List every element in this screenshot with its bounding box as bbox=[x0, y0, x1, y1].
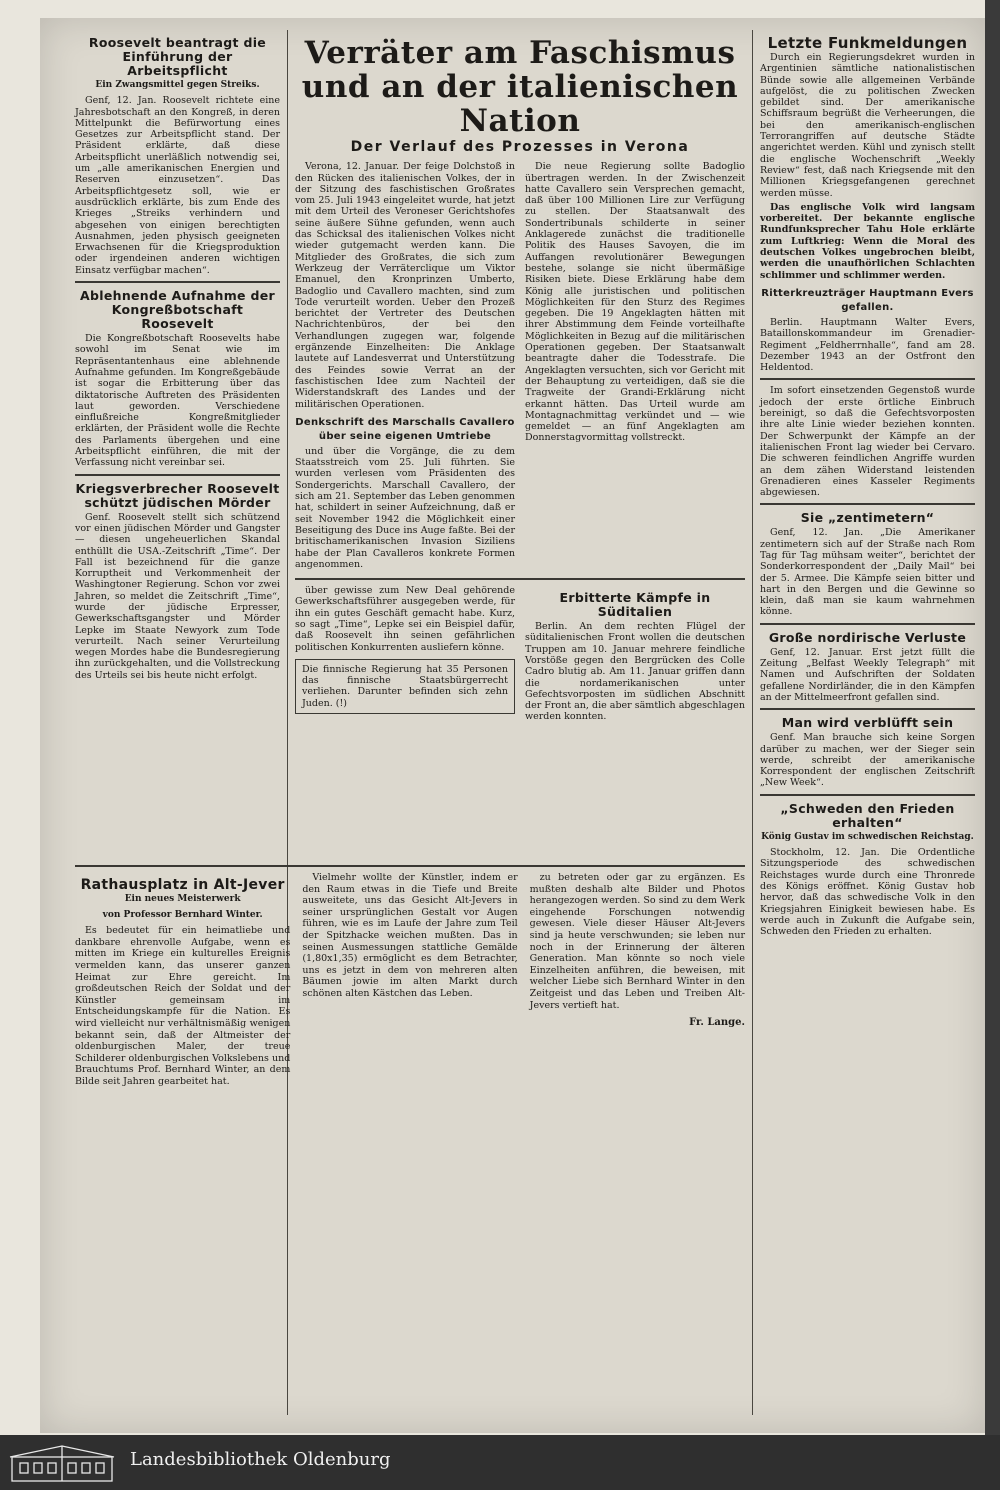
divider bbox=[760, 794, 975, 796]
main-headline: Verräter am Faschismus und an der italienischen Nation bbox=[301, 35, 739, 139]
article-subheadline: Ein Zwangsmittel gegen Streiks. bbox=[95, 80, 260, 90]
article-text: Genf, 12. Jan. „Die Amerikaner zentimetern sich auf der Straße nach Rom Tag für Tag mühsam weiter“, berichtet der Sonderkorrespondent der „Daily Mail“ bei der 5. Armee. Die Kämpfe seien bitter und hart in den Bergen und die Gewinne so klein, daß man sie kaum wahrnehmen könne. bbox=[760, 527, 975, 618]
article-headline: Erbitterte Kämpfe in Süditalien bbox=[559, 590, 711, 620]
article-headline: „Schweden den Frieden erhalten“ bbox=[780, 800, 955, 830]
mid-left bbox=[295, 585, 515, 726]
feature-article bbox=[75, 860, 745, 1091]
article-text: Die neue Regierung sollte Badoglio übertragen werden. In der Zwischenzeit hatte Cavallero sein Versprechen gemacht, daß über 100 Millionen Lire zur Verfügung zu stellen. Der Staatsanwalt des Sondertribunals schilderte in seiner Anklagerede zunächst die traditionelle Politik des Hauses Savoyen, die im Auffangen revolutionärer Bewegungen bestehe, solange sie nicht übermäßige Risiken biete. Diese Erklärung habe dem König alle juristischen und politischen Möglichkeiten für den Sturz des Regimes gegeben. Die 19 Angeklagten hätten mit ihrer Abstimmung dem Feinde vorteilhafte Möglichkeiten in Bezug auf die militärischen Operationen gegeben. Der Staatsanwalt beantragte daher die Todesstrafe. Die Angeklagten versuchten, sich vor Gericht mit der Behauptung zu verteidigen, daß sie die Tragweite der Grandi-Erklärung nicht erkannt hätten. Das Urteil wurde am Montagnachmittag verkündet und — wie gemeldet — an fünf Angeklagten am Donnerstagvormittag vollstreckt. bbox=[525, 161, 745, 444]
signature: Fr. Lange. bbox=[689, 1017, 745, 1029]
article-headline: Letzte Funkmeldungen bbox=[767, 34, 968, 52]
divider bbox=[295, 578, 745, 580]
article-text: Genf, 12. Januar. Erst jetzt füllt die Zeitung „Belfast Weekly Telegraph“ mit Namen und Aufschriften der Soldaten gefallene Nordirländer, die in den Kämpfen an der Mittelmeerfront gefallen sind. bbox=[760, 646, 975, 703]
article-text: Durch ein Regierungsdekret wurden in Argentinien sämtliche nationalistischen Bünde sowie alle allgemeinen Verbände aufgelöst, die zu politischen Zwecken gebildet sind. Der amerikanische Schiffsraum begrüßt die Verheerungen, die bei den amerikanisch-englischen Terrorangriffen auf deutsche Städte angerichtet werden. Kühl und zynisch stellt die englische Wochenschrift „Weekly Review“ fest, daß nach Kriegsende mit den Millionen Kriegsgefangenen gerechnet werden müsse. bbox=[760, 52, 975, 199]
divider bbox=[760, 378, 975, 380]
article-subheadline: König Gustav im schwedischen Reichstag. bbox=[761, 831, 974, 842]
column-left bbox=[75, 30, 280, 684]
article-headline: Ritterkreuzträger Hauptmann Evers gefallen. bbox=[761, 287, 974, 313]
divider bbox=[75, 865, 745, 867]
note-text: Die finnische Regierung hat 35 Personen das finnische Staatsbürgerrecht verliehen. Darunter befinden sich zehn Juden. (!) bbox=[302, 663, 508, 709]
article-text: Berlin. An dem rechten Flügel der süditalienischen Front wollen die deutschen Truppen am 10. Januar mehrere feindliche Vorstöße gegen den Bergrücken des Colle Cadro blutig ab. Am 11. Januar griffen dann die nordamerikanischen unter Gefechtsvorposten im südlichen Abschnitt der Front an, die aber sämtlich abgeschlagen werden konnten. bbox=[525, 621, 745, 723]
article-text: Genf. Roosevelt stellt sich schützend vor einen jüdischen Mörder und Gangster — diesen ungeheuerlichen Skandal enthüllt die USA.-Zeitschrift „Time“. Der Fall ist bezeichnend für die ganze Korruptheit und Verkommenheit der Washingtoner Regierung. Schon vor zwei Jahren, so meldet die Zeitschrift „Time“, wurde der jüdische Erpresser, Gewerkschaftsgangster und Mörder Lepke im Staate Newyork zum Tode verurteilt. Nach seiner Verurteilung wegen Mordes habe die Bundesregierung ihn zurückgehalten, und die Vollstreckung des Urteils sei bis heute nicht erfolgt. bbox=[75, 511, 280, 681]
article-text: zu betreten oder gar zu ergänzen. Es mußten deshalb alte Bilder und Photos herangezogen werden. So sind zu dem Werk eingehende Forschungen notwendig gewesen. Viele dieser Häuser Alt-Jevers sind ja heute verschwunden; sie leben nur noch in der Erinnerung der älteren Generation. Man könnte so noch viele Einzelheiten anführen, die beweisen, mit welcher Liebe sich Bernhard Winter in den Zeitgeist und das Leben und Treiben Alt-Jevers vertieft hat. bbox=[529, 872, 745, 1011]
feature-col-1 bbox=[75, 872, 290, 1091]
article-headline: Roosevelt beantragt die Einführung der Arbeitspflicht bbox=[88, 35, 267, 78]
library-name: Landesbibliothek Oldenburg bbox=[130, 1449, 391, 1470]
feature-headline: Rathausplatz in Alt-Jever bbox=[80, 877, 285, 893]
article-text: Berlin. Hauptmann Walter Evers, Bataillonskommandeur im Grenadier-Regiment „Feldherrnhalle“, fand am 28. Dezember 1943 an der Ostfront den Heldentod. bbox=[760, 316, 975, 374]
main-article-left bbox=[295, 161, 515, 573]
article-headline: Große nordirische Verluste bbox=[768, 629, 967, 645]
column-rule bbox=[752, 30, 753, 1415]
scan-edge bbox=[985, 0, 1000, 1490]
main-article-right bbox=[525, 161, 745, 573]
news-note bbox=[295, 659, 515, 714]
footer-bar bbox=[0, 1435, 1000, 1490]
article-text: über gewisse zum New Deal gehörende Gewerkschaftsführer ausgegeben werde, für ihn ein gutes Geschäft gemacht habe. Kurz, so sagt „Time“, Lepke sei ein Beispiel dafür, daß Roosevelt ihn seinen gefährlichen politischen Konkurrenten ausliefern könne. bbox=[295, 585, 515, 653]
article-text: Es bedeutet für ein heimatliebe und dankbare ehrenvolle Aufgabe, wenn es mitten im Kriege ein kulturelles Ereignis vermelden kann, das unserer ganzen Heimat zur Ehre gereicht. Im großdeutschen Reich der Soldat und der Künstler gemeinsam im Entscheidungskampfe für die Nation. Es wird vielleicht nur verhältnismäßig wenigen bekannt sein, daß der Altmeister der oldenburgischen Maler, der treue Schilderer oldenburgischen Volkslebens und Brauchtums Prof. Bernhard Winter, an dem Bilde seit Jahren gearbeitet hat. bbox=[75, 925, 291, 1087]
article-text: Vielmehr wollte der Künstler, indem er den Raum etwas in die Tiefe und Breite ausweitete, uns das Gesicht Alt-Jevers in seiner ursprünglichen Gestalt vor Augen führen, wie es im Laufe der Jahre zum Teil der Spitzhacke weichen mußten. Das in seinen Ausmessungen stattliche Gemälde (1,80x1,35) ermöglicht es dem Betrachter, uns es jetzt in dem von mehreren alten Bäumen jowie im alten Markt durch schönen alten Kästchen das Leben. bbox=[302, 872, 518, 999]
feature-byline: von Professor Bernhard Winter. bbox=[102, 909, 263, 920]
article-headline: Kriegsverbrecher Roosevelt schützt jüdischen Mörder bbox=[75, 480, 280, 510]
divider bbox=[760, 623, 975, 625]
article-text: Verona, 12. Januar. Der feige Dolchstoß in den Rücken des italienischen Volkes, der in der Sitzung des faschistischen Großrates vom 25. Juli 1943 eingeleitet wurde, hat jetzt mit dem Urteil des Veroneser Gerichtshofes seine äußere Sühne gefunden, wenn auch das Schicksal des italienischen Volkes nicht wieder gutgemacht werden kann. Die Mitglieder des Großrates, die sich zum Werkzeug der Verräterclique um Viktor Emanuel, den Kronprinzen Umberto, Badoglio und Cavallero machten, sind zum Tode verurteilt worden. Ueber den Prozeß berichtet der Vertreter des Deutschen Nachrichtenbüros, der bei den Verhandlungen zugegen war, folgende ergänzende Einzelheiten: Die Anklage lautete auf Landesverrat und Unterstützung des Feindes sowie Verrat an der faschistischen Idee zum Nachteil der Widerstandskraft des Landes und der militärischen Operationen. bbox=[295, 161, 515, 410]
article-headline: Sie „zentimetern“ bbox=[800, 510, 935, 526]
article-text: Das englische Volk wird langsam vorbereitet. Der bekannte englische Rundfunksprecher Tahu Hole erklärte zum Luftkrieg: Wenn die Moral des deutschen Volkes ungebrochen bleibt, werden die unaufhörlichen Schlachten schlimmer und schlimmer werden. bbox=[760, 201, 975, 281]
feature-col-2 bbox=[302, 872, 517, 1091]
mid-section bbox=[295, 585, 745, 726]
library-building-logo bbox=[6, 1443, 118, 1483]
article-text: und über die Vorgänge, die zu dem Staatsstreich vom 25. Juli führten. Sie wurden verlesen vom Präsidenten des Sondergerichts. Marschall Cavallero, der sich am 21. September das Leben genommen hat, schildert in seiner Aufzeichnung, daß er seit November 1942 die Möglichkeit einer Beseitigung des Duce ins Auge faßte. Bei der britischamerikanischen Invasion Siziliens habe der Plan Cavalleros konkrete Formen angenommen. bbox=[295, 445, 515, 570]
article-headline: Man wird verblüfft sein bbox=[781, 715, 954, 731]
column-right bbox=[760, 30, 975, 940]
divider bbox=[75, 281, 280, 283]
article-headline: Ablehnende Aufnahme der Kongreßbotschaft Roosevelt bbox=[80, 288, 275, 332]
mid-right bbox=[525, 585, 745, 726]
article-text: Stockholm, 12. Jan. Die Ordentliche Sitzungsperiode des schwedischen Reichstages wurde durch eine Thronrede des Königs eröffnet. König Gustav hob hervor, daß das schwedische Volk in den Kriegsjahren Einigkeit bewiesen habe. Es werde auch in Zukunft die Aufgabe sein, Schweden den Frieden zu erhalten. bbox=[760, 847, 975, 938]
main-subheadline: Der Verlauf des Prozesses in Verona bbox=[350, 139, 690, 155]
article-text: Genf, 12. Jan. Roosevelt richtete eine Jahresbotschaft an den Kongreß, in deren Mittelpunkt die Befürwortung eines Gesetzes zur Arbeitspflicht stand. Der Präsident erklärte, daß diese Arbeitspflicht unerläßlich notwendig sei, um „alle amerikanischen Energien und Reserven einzusetzen“. Das Arbeitspflichtgesetz soll, wie er ausdrücklich erklärte, bis zum Ende des Krieges „Streiks verhindern und abgesehen von einigen berechtigten Ausnahmen, jeden physisch geeigneten Erwachsenen für die Kriegsproduktion oder irgendeinen anderen wichtigen Einsatz verfügbar machen“. bbox=[75, 95, 280, 276]
article-text: Die Kongreßbotschaft Roosevelts habe sowohl im Senat wie im Repräsentantenhaus eine ablehnende Aufnahme gefunden. Im Kongreßgebäude ist sogar die Erbitterung über das diktatorische Auftreten des Präsidenten laut geworden. Verschiedene einflußreiche Kongreßmitglieder erklärten, der Präsident wolle die Rechte des Parlaments übergehen und eine Arbeitspflicht einführen, die mit der Verfassung nicht vereinbar sei. bbox=[75, 333, 280, 469]
main-article-body bbox=[295, 161, 745, 573]
column-center bbox=[295, 30, 745, 726]
feature-col-3 bbox=[530, 872, 745, 1091]
section-heading: Denkschrift des Marschalls Cavallero über seine eigenen Umtriebe bbox=[295, 416, 515, 442]
divider bbox=[75, 474, 280, 476]
feature-subheadline: Ein neues Meisterwerk bbox=[124, 894, 241, 904]
divider bbox=[760, 503, 975, 505]
divider bbox=[760, 708, 975, 710]
article-text: Genf. Man brauche sich keine Sorgen darüber zu machen, wer der Sieger sein werde, schreibt der amerikanische Korrespondent der englischen Zeitschrift „New Week“. bbox=[760, 732, 975, 789]
article-text: Im sofort einsetzenden Gegenstoß wurde jedoch der erste örtliche Einbruch bereinigt, so daß die Gefechtsvorposten ihre alte Linie wieder beziehen konnten. Der Schwerpunkt der Kämpfe an der italienischen Front lag wieder bei Cervaro. Die schweren feindlichen Angriffe wurden an dem zähen Widerstand leistenden Grenadieren eines Kasseler Regiments abgewiesen. bbox=[760, 385, 975, 499]
column-rule bbox=[287, 30, 288, 1415]
